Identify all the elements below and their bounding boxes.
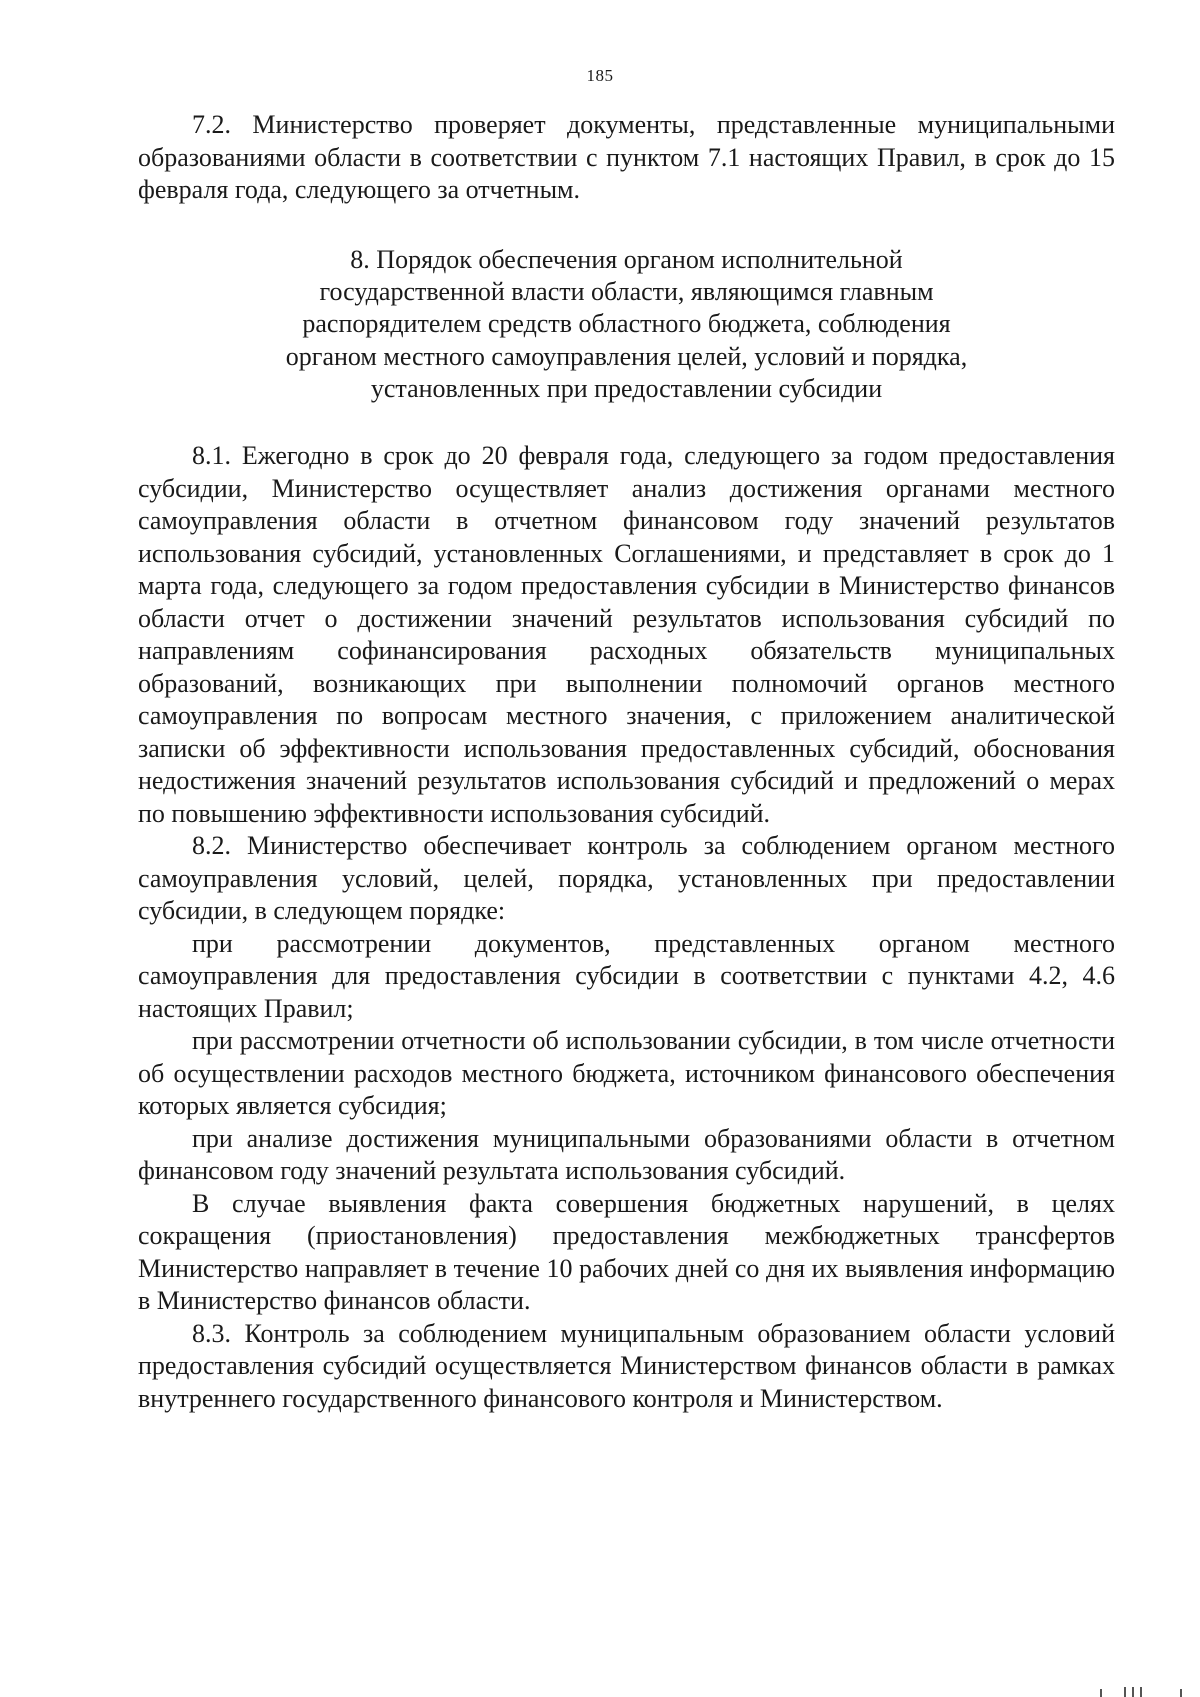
paragraph-7-2: 7.2. Министерство проверяет документы, представленные муниципальными образованиями области в соответствии с пунктом 7.1 настоящих Правил, в срок до 15 февраля года, следующего за отчетным. [138,110,1115,204]
page-number: 185 [586,66,614,85]
section-8-heading [138,244,1115,405]
paragraph-8-2-item-reporting: при рассмотрении отчетности об использовании субсидии, в том числе отчетности об осуществлении расходов местного бюджета, источником финансового обеспечения которых является субсидия; [138,1026,1115,1120]
section-8-body [138,440,1115,1415]
scan-edge-mark [1134,0,1194,8]
heading-line: 8. Порядок обеспечения органом исполнительной [350,245,903,274]
paragraph-8-2: 8.2. Министерство обеспечивает контроль за соблюдением органом местного самоуправления условий, целей, порядка, установленных при предоставлении субсидии, в следующем порядке: [138,831,1115,925]
scan-edge-mark-bottom [1080,1685,1190,1697]
paragraph-8-2-item-analysis: при анализе достижения муниципальными образованиями области в отчетном финансовом году значений результата использования субсидий. [138,1123,1115,1185]
paragraph-8-1: 8.1. Ежегодно в срок до 20 февраля года, следующего за годом предоставления субсидии, Министерство осуществляет анализ достижения органами местного самоуправления области в отчетном финансовом году значений результатов использования субсидий, установленных Соглашениями, и представляет в срок до 1 марта года, следующего за годом предоставления субсидии в Министерство финансов области отчет о достижении значений результатов использования субсидий по направлениям софинансирования расходных обязательств муниципальных образований, возникающих при выполнении полномочий органов местного самоуправления по вопросам местного значения, с приложением аналитической записки об эффективности использования предоставленных субсидий, обоснования недостижения значений результатов использования субсидий и предложений о мерах по повышению эффективности использования субсидий. [138,441,1115,828]
paragraph-block-7 [138,109,1115,207]
heading-line: установленных при предоставлении субсидии [370,373,883,403]
paragraph-8-2-violations: В случае выявления факта совершения бюджетных нарушений, в целях сокращения (приостановления) предоставления межбюджетных трансфертов Министерство направляет в течение 10 рабочих дней со дня их выявления информацию в Министерство финансов области. [138,1188,1115,1315]
paragraph-8-3: 8.3. Контроль за соблюдением муниципальным образованием области условий предоставления субсидий осуществляется Министерством финансов области в рамках внутреннего государственного финансового контроля и Министерством. [138,1318,1115,1413]
heading-line: государственной власти области, являющимся главным [319,277,934,307]
heading-line: органом местного самоуправления целей, условий и порядка, [285,341,968,371]
heading-line: распорядителем средств областного бюджета, соблюдения [302,309,951,339]
paragraph-8-2-item-documents: при рассмотрении документов, представленных органом местного самоуправления для предоставления субсидии в соответствии с пунктами 4.2, 4.6 настоящих Правил; [138,928,1115,1023]
